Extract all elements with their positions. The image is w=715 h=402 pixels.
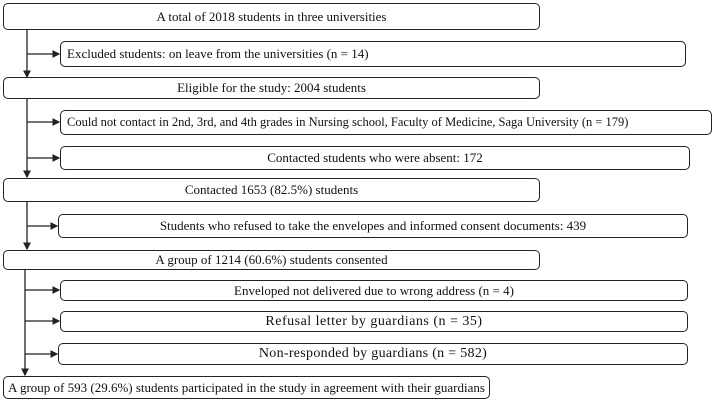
box-eligible: Eligible for the study: 2004 students [3,77,540,99]
box-consented: A group of 1214 (60.6%) students consented [3,250,540,270]
box-refused: Students who refused to take the envelopes and informed consent documents: 439 [58,214,688,238]
box-absent: Contacted students who were absent: 172 [60,146,690,170]
box-excluded: Excluded students: on leave from the universities (n = 14) [60,41,686,67]
box-refusal-letter: Refusal letter by guardians (n = 35) [60,311,688,332]
box-contacted: Contacted 1653 (82.5%) students [3,178,540,202]
box-participated: A group of 593 (29.6%) students participated in the study in agreement with their guardians [3,376,490,399]
box-non-responded: Non-responded by guardians (n = 582) [58,343,688,365]
box-not-delivered: Enveloped not delivered due to wrong address (n = 4) [60,280,688,301]
box-total: A total of 2018 students in three universities [3,3,540,30]
box-not-contact: Could not contact in 2nd, 3rd, and 4th grades in Nursing school, Faculty of Medicine, Saga University (n = 179) [60,110,712,135]
